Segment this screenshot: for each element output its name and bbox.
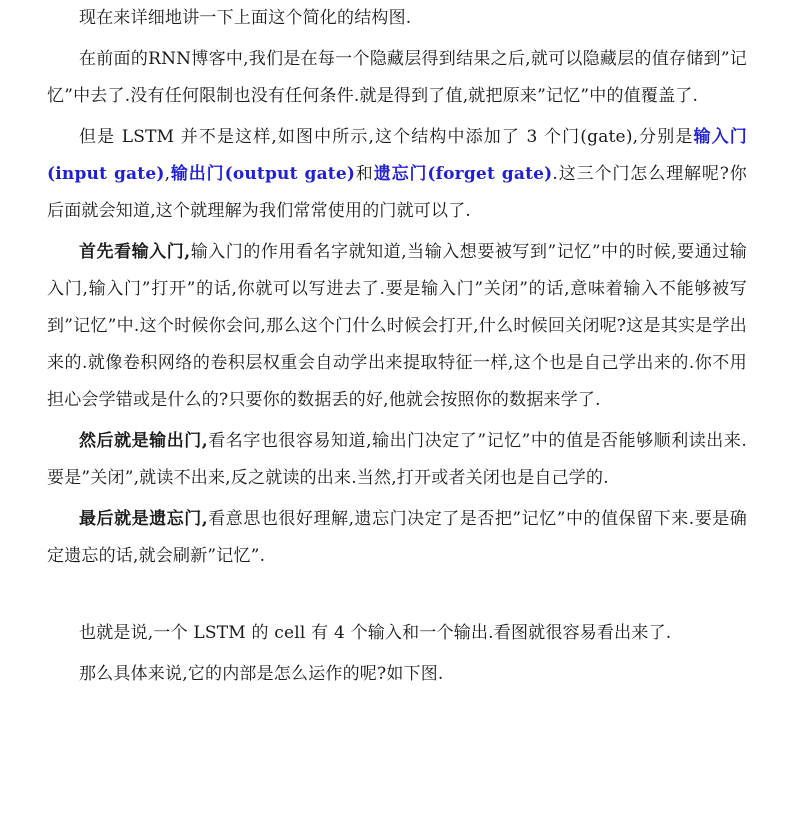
paragraph-next [47,656,747,693]
paragraph-text: 看意思也很好理解,遗忘门决定了是否把”记忆”中的值保留下来.要是确定遗忘的话,就会刷新”记忆”. [47,509,747,566]
paragraph-output-gate [47,423,747,497]
paragraph-lstm-gates [47,119,747,230]
paragraph-text: 但是 LSTM 并不是这样,如图中所示,这个结构中添加了 3 个门(gate),分别是 [79,127,694,147]
paragraph-text: .这三个门怎么理解呢?你后面就会知道,这个就理解为我们常常使用的门就可以了. [47,164,747,221]
paragraph-text: 现在来详细地讲一下上面这个简化的结构图. [79,8,412,28]
paragraph-cell-summary [47,615,747,652]
paragraph-intro [47,0,747,37]
paragraph-forget-gate [47,501,747,575]
paragraph-input-gate [47,234,747,419]
term-input-gate: 输入门(input gate) [47,127,747,184]
separator: 和 [355,164,374,184]
paragraph-text: 也就是说,一个 LSTM 的 cell 有 4 个输入和一个输出.看图就很容易看出来了. [79,623,672,643]
document-body [47,0,747,693]
paragraph-text: 那么具体来说,它的内部是怎么运作的呢?如下图. [79,664,444,684]
term-forget-gate: 遗忘门(forget gate) [373,164,553,184]
separator: , [164,164,171,184]
paragraph-text: 在前面的RNN博客中,我们是在每一个隐藏层得到结果之后,就可以隐藏层的值存储到”记忆”中去了.没有任何限制也没有任何条件.就是得到了值,就把原来”记忆”中的值覆盖了. [47,49,747,106]
term-output-gate: 输出门(output gate) [170,164,356,184]
lead-input-gate: 首先看输入门, [79,242,191,262]
paragraph-text: 看名字也很容易知道,输出门决定了”记忆”中的值是否能够顺利读出来.要是”关闭”,就读不出来,反之就读的出来.当然,打开或者关闭也是自己学的. [47,431,747,488]
paragraph-rnn-memory [47,41,747,115]
paragraph-text: 输入门的作用看名字就知道,当输入想要被写到”记忆”中的时候,要通过输入门,输入门”打开”的话,你就可以写进去了.要是输入门”关闭”的话,意味着输入不能够被写到”记忆”中.这个时候你会问,那么这个门什么时候会打开,什么时候回关闭呢?这是其实是学出来的.就像卷积网络的卷积层权重会自动学出来提取特征一样,这个也是自己学出来的.你不用担心会学错或是什么的?只要你的数据丢的好,他就会按照你的数据来学了. [47,242,747,410]
lead-forget-gate: 最后就是遗忘门, [79,509,208,529]
lead-output-gate: 然后就是输出门, [79,431,208,451]
